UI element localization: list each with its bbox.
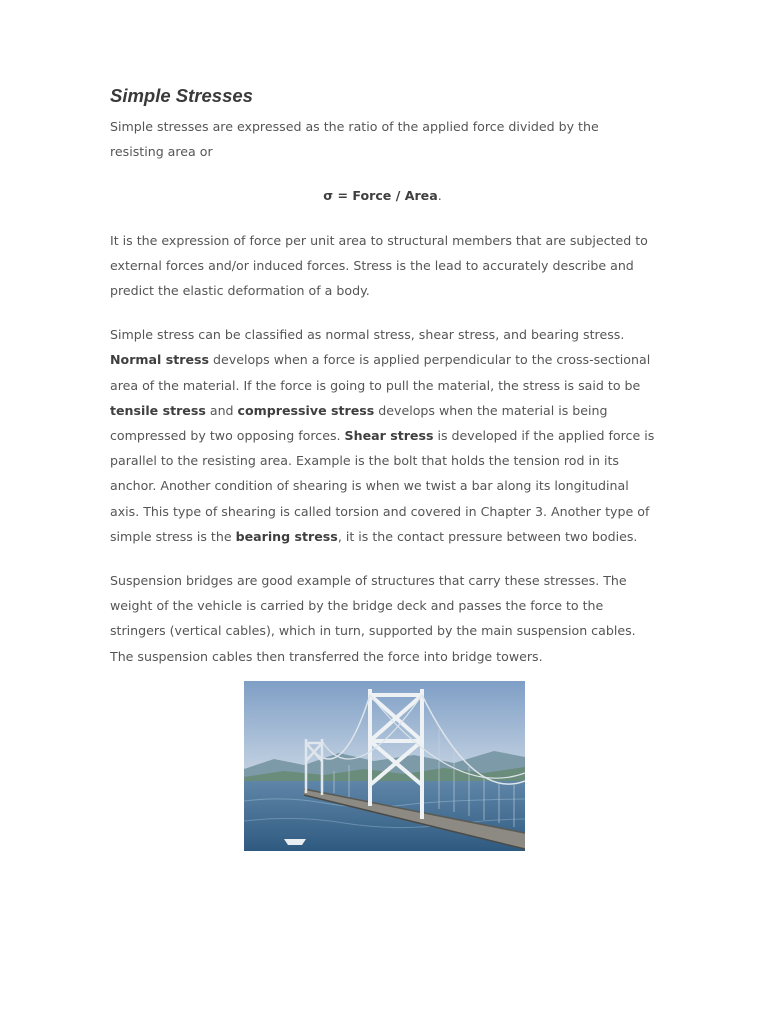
classification-paragraph: [110, 322, 655, 549]
term-shear-stress: Shear stress: [344, 428, 434, 444]
bridges-paragraph: Suspension bridges are good example of structures that carry these stresses. The weight of the vehicle is carried by the bridge deck and passes the force to the stringers (vertical cables), which in turn, supported by the main suspension cables. The suspension cables then transferred the force into bridge towers.: [110, 573, 636, 664]
text-run: develops when the material is being compressed by two opposing forces.: [110, 402, 608, 444]
term-tensile-stress: tensile stress: [110, 402, 206, 418]
term-compressive-stress: compressive stress: [237, 402, 375, 418]
text-run: develops when a force is applied perpendicular to the cross-sectional area of the material. If the force is going to pull the material, the stress is said to be: [110, 352, 651, 393]
term-bearing-stress: bearing stress: [235, 528, 338, 544]
intro-paragraph: Simple stresses are expressed as the ratio of the applied force divided by the resisting area or: [110, 119, 599, 160]
stress-formula: [110, 183, 655, 208]
term-normal-stress: Normal stress: [110, 352, 209, 368]
text-run: and: [205, 402, 238, 418]
suspension-bridge-photo: [244, 681, 525, 851]
page-title: Simple Stresses: [110, 85, 253, 106]
text-run: , it is the contact pressure between two bodies.: [337, 528, 638, 544]
document-body: [110, 84, 655, 669]
formula-text: σ = Force / Area: [323, 188, 438, 204]
formula-period: .: [437, 188, 442, 204]
text-run: Simple stress can be classified as normal stress, shear stress, and bearing stress.: [110, 327, 625, 343]
text-run: is developed if the applied force is parallel to the resisting area. Example is the bolt that holds the tension rod in its anchor. Another condition of shearing is when we twist a bar along its longitudinal axis. This type of shearing is called torsion and covered in Chapter 3. Another type of simple stress is the: [110, 428, 655, 544]
definition-paragraph: It is the expression of force per unit area to structural members that are subjected to external forces and/or induced forces. Stress is the lead to accurately describe and predict the elastic deformation of a body.: [110, 232, 648, 299]
